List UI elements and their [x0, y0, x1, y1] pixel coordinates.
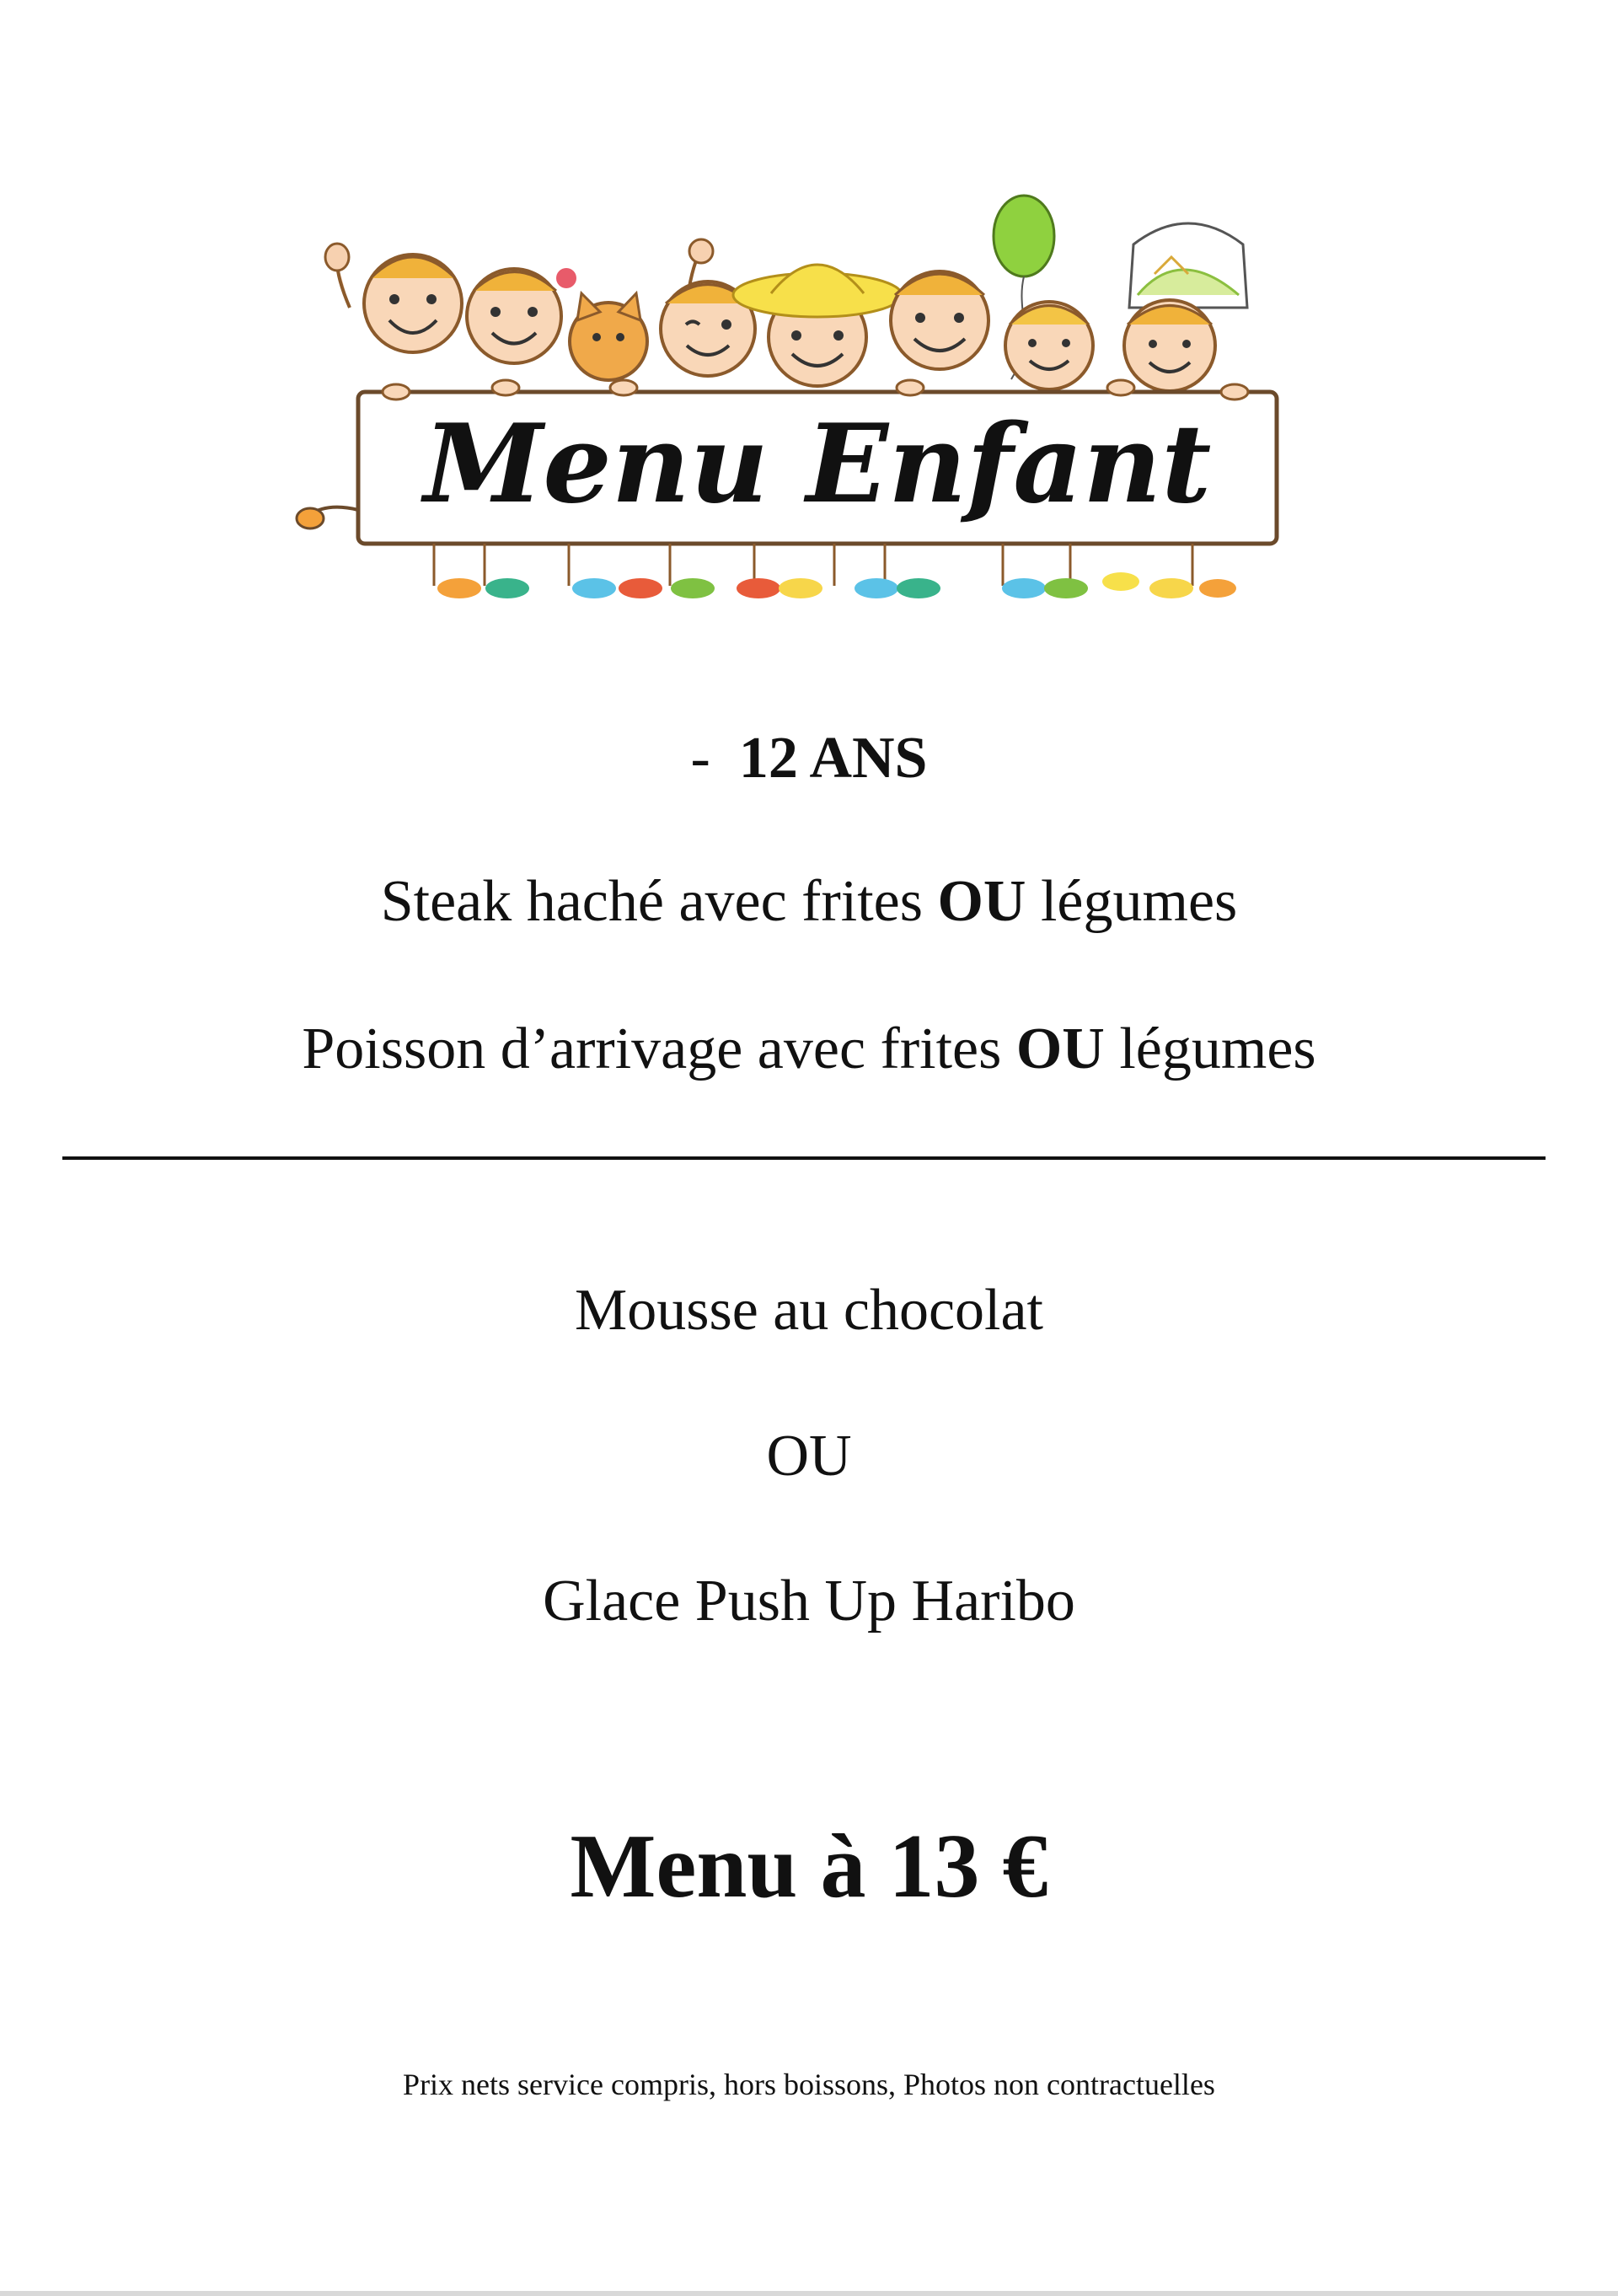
age-limit [0, 721, 1618, 797]
dish-text: légumes [1026, 869, 1238, 934]
page-bottom-edge [0, 2291, 1618, 2296]
age-dash: - [690, 726, 710, 791]
menu-enfant-logo [287, 185, 1331, 624]
section-divider [62, 1156, 1546, 1160]
dish-text: Steak haché avec frites [380, 869, 938, 934]
sign-board-icon [297, 380, 1277, 544]
small-sign-icon [1129, 223, 1247, 308]
dish-or: OU [1015, 1017, 1105, 1081]
dish-text: légumes [1104, 1017, 1316, 1081]
svg-text:Menu Enfant: Menu Enfant [423, 401, 1212, 528]
dish-item-steak [0, 864, 1618, 940]
menu-price: Menu à 13 € [570, 1816, 1048, 1917]
dish-text: Poisson d’arrivage avec frites [302, 1017, 1016, 1081]
age-text: 12 ANS [738, 726, 928, 791]
dessert-item-ice-cream: Glace Push Up Haribo [543, 1569, 1075, 1633]
dish-or: OU [937, 869, 1026, 934]
price-footnote: Prix nets service compris, hors boissons, Photos non contractuelles [403, 2068, 1215, 2101]
dessert-or: OU [766, 1424, 852, 1489]
dish-item-fish [0, 1011, 1618, 1087]
kids-feet-icon [434, 544, 1236, 598]
dessert-item-mousse: Mousse au chocolat [575, 1278, 1043, 1343]
kids-icon [325, 239, 1215, 391]
